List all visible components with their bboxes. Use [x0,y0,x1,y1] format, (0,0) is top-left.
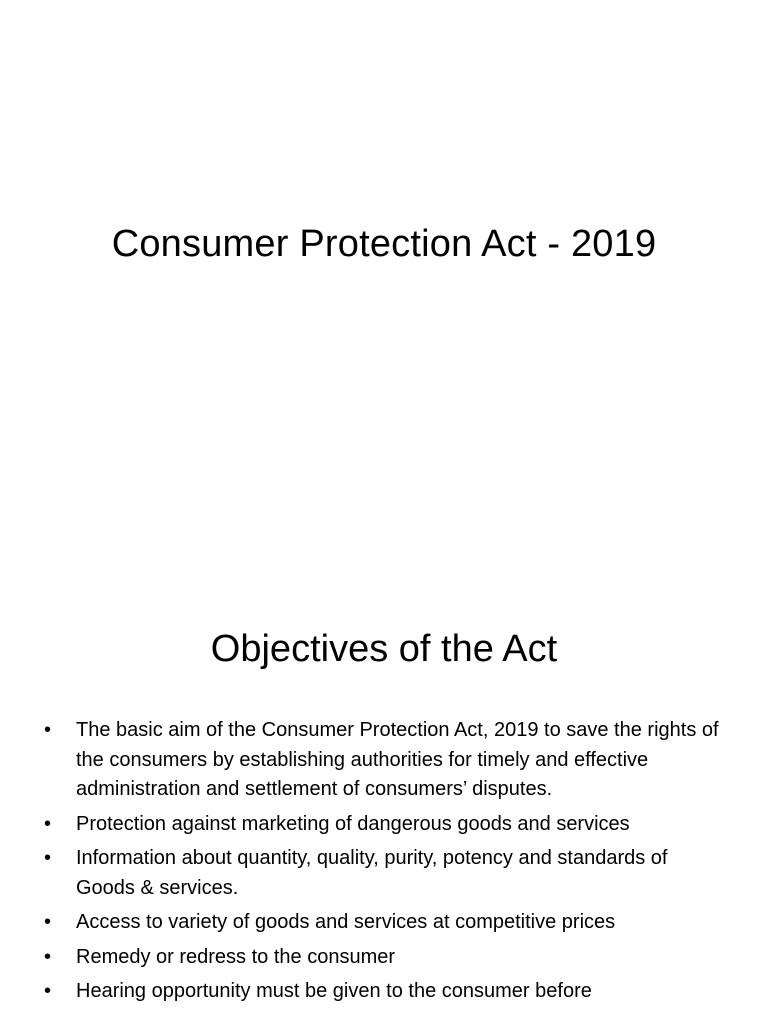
bullet-icon: • [44,980,52,1002]
list-item-text: Remedy or redress to the consumer [76,945,396,968]
list-item [40,810,720,840]
bullet-icon: • [44,911,52,933]
slide-heading: Objectives of the Act [210,628,558,670]
bullet-icon: • [44,719,52,741]
bullet-icon: • [44,847,52,869]
bullet-icon: • [44,812,52,835]
list-item-text: Information about quantity, quality, purity, potency and standards of Goods & services. [76,847,668,899]
objectives-list [40,716,720,1012]
list-item-text: Access to variety of goods and services at competitive prices [76,911,616,933]
list-item [40,844,720,903]
list-item-text: The basic aim of the Consumer Protection Act, 2019 to save the rights of the consumers by establishing authorities for timely and effective administration and settlement of consumers’ disputes. [76,719,719,800]
list-item [40,716,720,805]
objectives-slide [0,576,768,1024]
list-item [40,943,720,973]
list-item [40,977,720,1007]
list-item-text: Protection against marketing of dangerous goods and services [76,812,630,835]
bullet-icon: • [44,945,52,968]
slide-title: Consumer Protection Act - 2019 [111,223,657,265]
list-item-text: Hearing opportunity must be given to the consumer before [76,980,592,1002]
list-item [40,908,720,938]
